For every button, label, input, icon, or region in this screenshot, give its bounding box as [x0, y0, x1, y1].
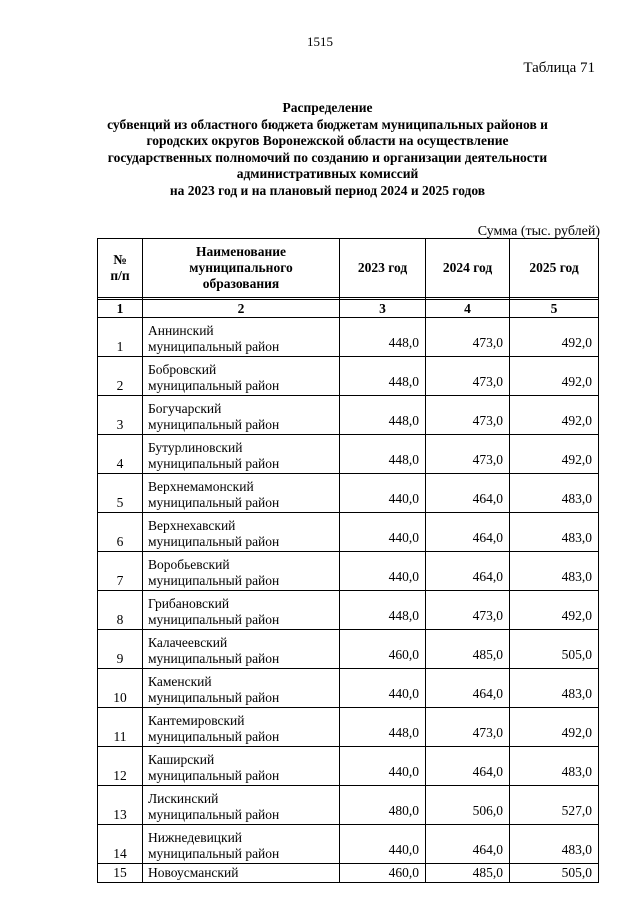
column-number: 4 [426, 300, 510, 318]
table-row [98, 435, 599, 474]
column-number: 2 [143, 300, 340, 318]
table-row [98, 630, 599, 669]
row-number: 11 [98, 708, 143, 747]
row-number: 5 [98, 474, 143, 513]
row-number: 2 [98, 357, 143, 396]
municipality-name-line2: муниципальный район [148, 573, 280, 588]
municipality-name-line1: Каменский [148, 674, 212, 689]
value-2025: 483,0 [510, 825, 599, 864]
column-number: 5 [510, 300, 599, 318]
value-2024: 464,0 [426, 747, 510, 786]
value-2023: 440,0 [340, 825, 426, 864]
municipality-name-line1: Новоусманский [148, 865, 239, 880]
value-2025: 483,0 [510, 513, 599, 552]
table-body [98, 298, 599, 883]
value-2025: 492,0 [510, 435, 599, 474]
value-2024: 464,0 [426, 513, 510, 552]
value-2023: 440,0 [340, 669, 426, 708]
municipality-name-line2: муниципальный район [148, 339, 280, 354]
municipality-name [143, 669, 340, 708]
row-number: 6 [98, 513, 143, 552]
municipality-name-line1: Богучарский [148, 401, 222, 416]
value-2023: 440,0 [340, 513, 426, 552]
municipality-name [143, 474, 340, 513]
value-2023: 440,0 [340, 474, 426, 513]
table-row [98, 825, 599, 864]
value-2024: 464,0 [426, 474, 510, 513]
value-2024: 473,0 [426, 708, 510, 747]
table-label: Таблица 71 [523, 60, 595, 76]
column-number: 1 [98, 300, 143, 318]
value-2024: 473,0 [426, 435, 510, 474]
value-2023: 448,0 [340, 396, 426, 435]
row-number: 8 [98, 591, 143, 630]
row-number: 13 [98, 786, 143, 825]
table-row [98, 318, 599, 357]
value-2025: 483,0 [510, 474, 599, 513]
value-2024: 464,0 [426, 669, 510, 708]
municipality-name-line1: Бутурлиновский [148, 440, 243, 455]
table-row [98, 708, 599, 747]
table-row [98, 591, 599, 630]
value-2023: 448,0 [340, 708, 426, 747]
column-numbers-row [98, 300, 599, 318]
municipality-name-line1: Грибановский [148, 596, 230, 611]
municipality-name-line2: муниципальный район [148, 612, 280, 627]
municipality-name-line2: муниципальный район [148, 729, 280, 744]
column-number: 3 [340, 300, 426, 318]
value-2025: 483,0 [510, 552, 599, 591]
row-number: 15 [98, 864, 143, 883]
table-row [98, 669, 599, 708]
table-row [98, 357, 599, 396]
municipality-name-line2: муниципальный район [148, 690, 280, 705]
table-row [98, 786, 599, 825]
value-2023: 448,0 [340, 435, 426, 474]
municipality-name-line2: муниципальный район [148, 651, 280, 666]
municipality-name [143, 747, 340, 786]
municipality-name-line2: муниципальный район [148, 417, 280, 432]
municipality-name [143, 708, 340, 747]
title-line: административных комиссий [236, 166, 419, 181]
header-2025: 2025 год [510, 239, 599, 298]
row-number: 14 [98, 825, 143, 864]
municipality-name-line2: муниципальный район [148, 456, 280, 471]
municipality-name [143, 630, 340, 669]
municipality-name-line2: муниципальный район [148, 378, 280, 393]
header-2023: 2023 год [340, 239, 426, 298]
municipality-name [143, 513, 340, 552]
municipality-name-line2: муниципальный район [148, 768, 280, 783]
municipality-name-line2: муниципальный район [148, 807, 280, 822]
municipality-name-line1: Лискинский [148, 791, 219, 806]
value-2023: 440,0 [340, 552, 426, 591]
value-2024: 506,0 [426, 786, 510, 825]
value-2024: 485,0 [426, 630, 510, 669]
title-line: Распределение [282, 100, 373, 115]
units-label: Сумма (тыс. рублей) [477, 224, 600, 239]
value-2024: 485,0 [426, 864, 510, 883]
document-title [60, 100, 595, 199]
title-line: на 2023 год и на плановый период 2024 и 2025 годов [169, 182, 486, 198]
municipality-name-line1: Каширский [148, 752, 215, 767]
table-row [98, 747, 599, 786]
table-header-row [98, 239, 599, 298]
value-2023: 448,0 [340, 591, 426, 630]
municipality-name-line1: Калачеевский [148, 635, 228, 650]
title-line: государственных полномочий по созданию и организации деятельности [107, 149, 548, 165]
value-2024: 473,0 [426, 357, 510, 396]
table-row [98, 396, 599, 435]
municipality-name [143, 357, 340, 396]
municipality-name [143, 318, 340, 357]
row-number: 10 [98, 669, 143, 708]
header-2024: 2024 год [426, 239, 510, 298]
value-2024: 464,0 [426, 552, 510, 591]
value-2023: 480,0 [340, 786, 426, 825]
value-2023: 440,0 [340, 747, 426, 786]
row-number: 3 [98, 396, 143, 435]
title-line: субвенций из областного бюджета бюджетам муниципальных районов и [107, 116, 548, 132]
title-line: городских округов Воронежской области на осуществление [146, 133, 509, 148]
value-2025: 492,0 [510, 357, 599, 396]
value-2023: 448,0 [340, 357, 426, 396]
value-2024: 473,0 [426, 318, 510, 357]
value-2024: 473,0 [426, 591, 510, 630]
value-2023: 448,0 [340, 318, 426, 357]
row-number: 1 [98, 318, 143, 357]
municipality-name-line1: Кантемировский [148, 713, 245, 728]
subsidy-table [97, 238, 599, 883]
municipality-name-line1: Воробьевский [148, 557, 230, 572]
table-row [98, 864, 599, 883]
municipality-name-line1: Бобровский [148, 362, 217, 377]
municipality-name [143, 396, 340, 435]
value-2024: 464,0 [426, 825, 510, 864]
municipality-name-line1: Верхнехавский [148, 518, 236, 533]
row-number: 4 [98, 435, 143, 474]
municipality-name [143, 786, 340, 825]
municipality-name-line1: Аннинский [148, 323, 214, 338]
value-2025: 483,0 [510, 747, 599, 786]
value-2025: 527,0 [510, 786, 599, 825]
table-row [98, 513, 599, 552]
municipality-name-line2: муниципальный район [148, 846, 280, 861]
row-number: 9 [98, 630, 143, 669]
table-row [98, 474, 599, 513]
municipality-name [143, 552, 340, 591]
municipality-name [143, 864, 340, 883]
table-row [98, 552, 599, 591]
value-2025: 492,0 [510, 396, 599, 435]
row-number: 12 [98, 747, 143, 786]
value-2023: 460,0 [340, 630, 426, 669]
value-2025: 492,0 [510, 708, 599, 747]
municipality-name-line2: муниципальный район [148, 495, 280, 510]
page-number: 1515 [307, 34, 333, 49]
municipality-name [143, 435, 340, 474]
header-name: Наименование муниципального образования [143, 239, 340, 298]
value-2025: 505,0 [510, 864, 599, 883]
row-number: 7 [98, 552, 143, 591]
header-num: № п/п [98, 239, 143, 298]
value-2025: 492,0 [510, 318, 599, 357]
value-2025: 492,0 [510, 591, 599, 630]
municipality-name-line1: Верхнемамонский [148, 479, 254, 494]
municipality-name [143, 825, 340, 864]
municipality-name-line1: Нижнедевицкий [148, 830, 243, 845]
municipality-name-line2: муниципальный район [148, 534, 280, 549]
value-2023: 460,0 [340, 864, 426, 883]
value-2024: 473,0 [426, 396, 510, 435]
value-2025: 505,0 [510, 630, 599, 669]
value-2025: 483,0 [510, 669, 599, 708]
municipality-name [143, 591, 340, 630]
